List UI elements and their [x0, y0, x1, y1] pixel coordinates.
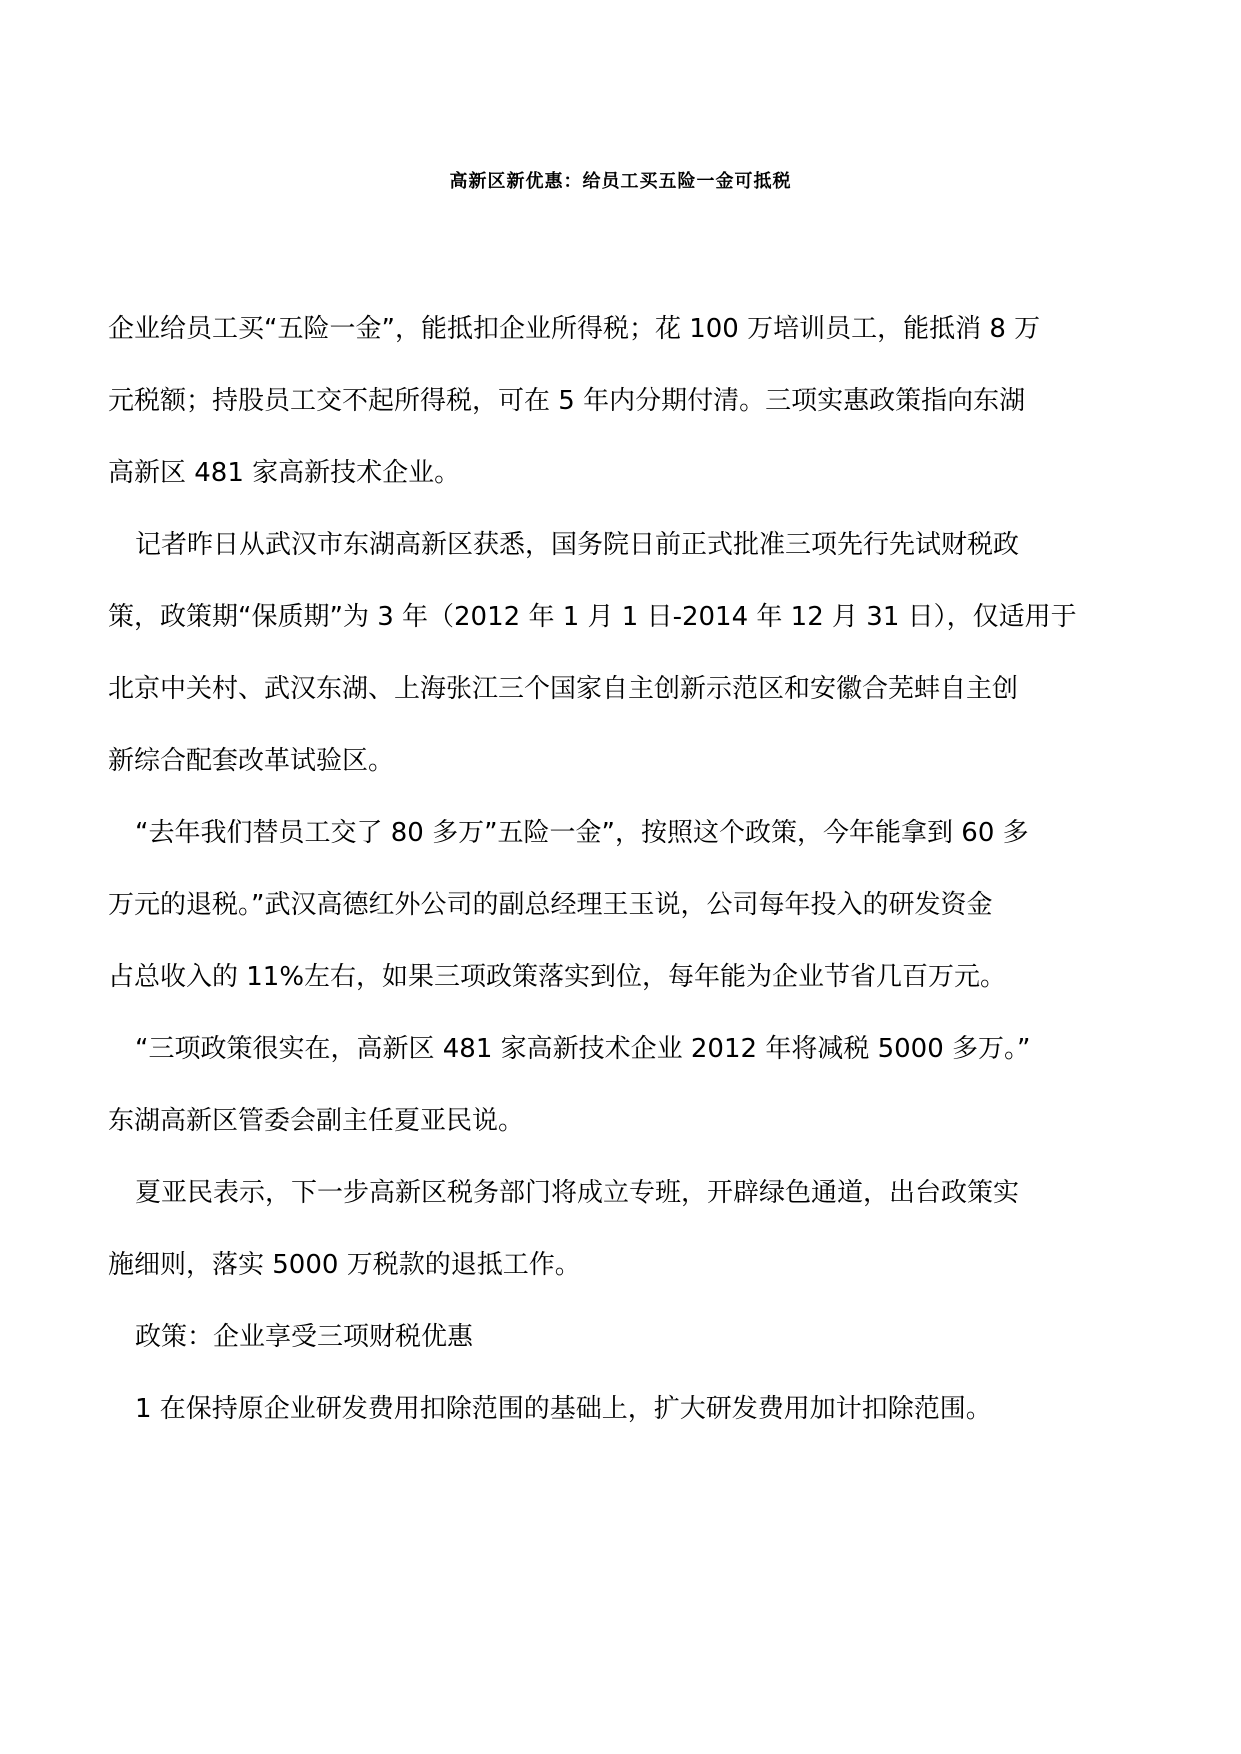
paragraph-2-line-2: 策，政策期“保质期”为 3 年（2012 年 1 月 1 日-2014 年 12 月 31 日），仅适用于	[108, 602, 1077, 632]
paragraph-1-line-2: 元税额；持股员工交不起所得税，可在 5 年内分期付清。三项实惠政策指向东湖	[108, 386, 1026, 416]
section-heading: 政策：企业享受三项财税优惠	[135, 1322, 474, 1352]
policy-item-1: 1 在保持原企业研发费用扣除范围的基础上，扩大研发费用加计扣除范围。	[135, 1394, 992, 1424]
paragraph-1-line-3: 高新区 481 家高新技术企业。	[108, 458, 461, 488]
paragraph-2-line-3: 北京中关村、武汉东湖、上海张江三个国家自主创新示范区和安徽合芜蚌自主创	[108, 674, 1019, 704]
paragraph-2-line-4: 新综合配套改革试验区。	[108, 746, 395, 776]
paragraph-2-line-1: 记者昨日从武汉市东湖高新区获悉，国务院日前正式批准三项先行先试财税政	[135, 530, 1020, 560]
paragraph-5-line-1: 夏亚民表示，下一步高新区税务部门将成立专班，开辟绿色通道，出台政策实	[135, 1178, 1020, 1208]
paragraph-3-line-1: “去年我们替员工交了 80 多万”五险一金”，按照这个政策，今年能拿到 60 多	[135, 818, 1029, 848]
paragraph-3-line-2: 万元的退税。”武汉高德红外公司的副总经理王玉说，公司每年投入的研发资金	[108, 890, 993, 920]
paragraph-4-line-2: 东湖高新区管委会副主任夏亚民说。	[108, 1106, 525, 1136]
paragraph-5-line-2: 施细则，落实 5000 万税款的退抵工作。	[108, 1250, 581, 1280]
document-title: 高新区新优惠：给员工买五险一金可抵税	[449, 171, 792, 192]
paragraph-1-line-1: 企业给员工买“五险一金”，能抵扣企业所得税；花 100 万培训员工，能抵消 8 万	[108, 314, 1041, 344]
paragraph-4-line-1: “三项政策很实在，高新区 481 家高新技术企业 2012 年将减税 5000 多万。”	[135, 1034, 1031, 1064]
paragraph-3-line-3: 占总收入的 11%左右，如果三项政策落实到位，每年能为企业节省几百万元。	[108, 962, 1007, 992]
